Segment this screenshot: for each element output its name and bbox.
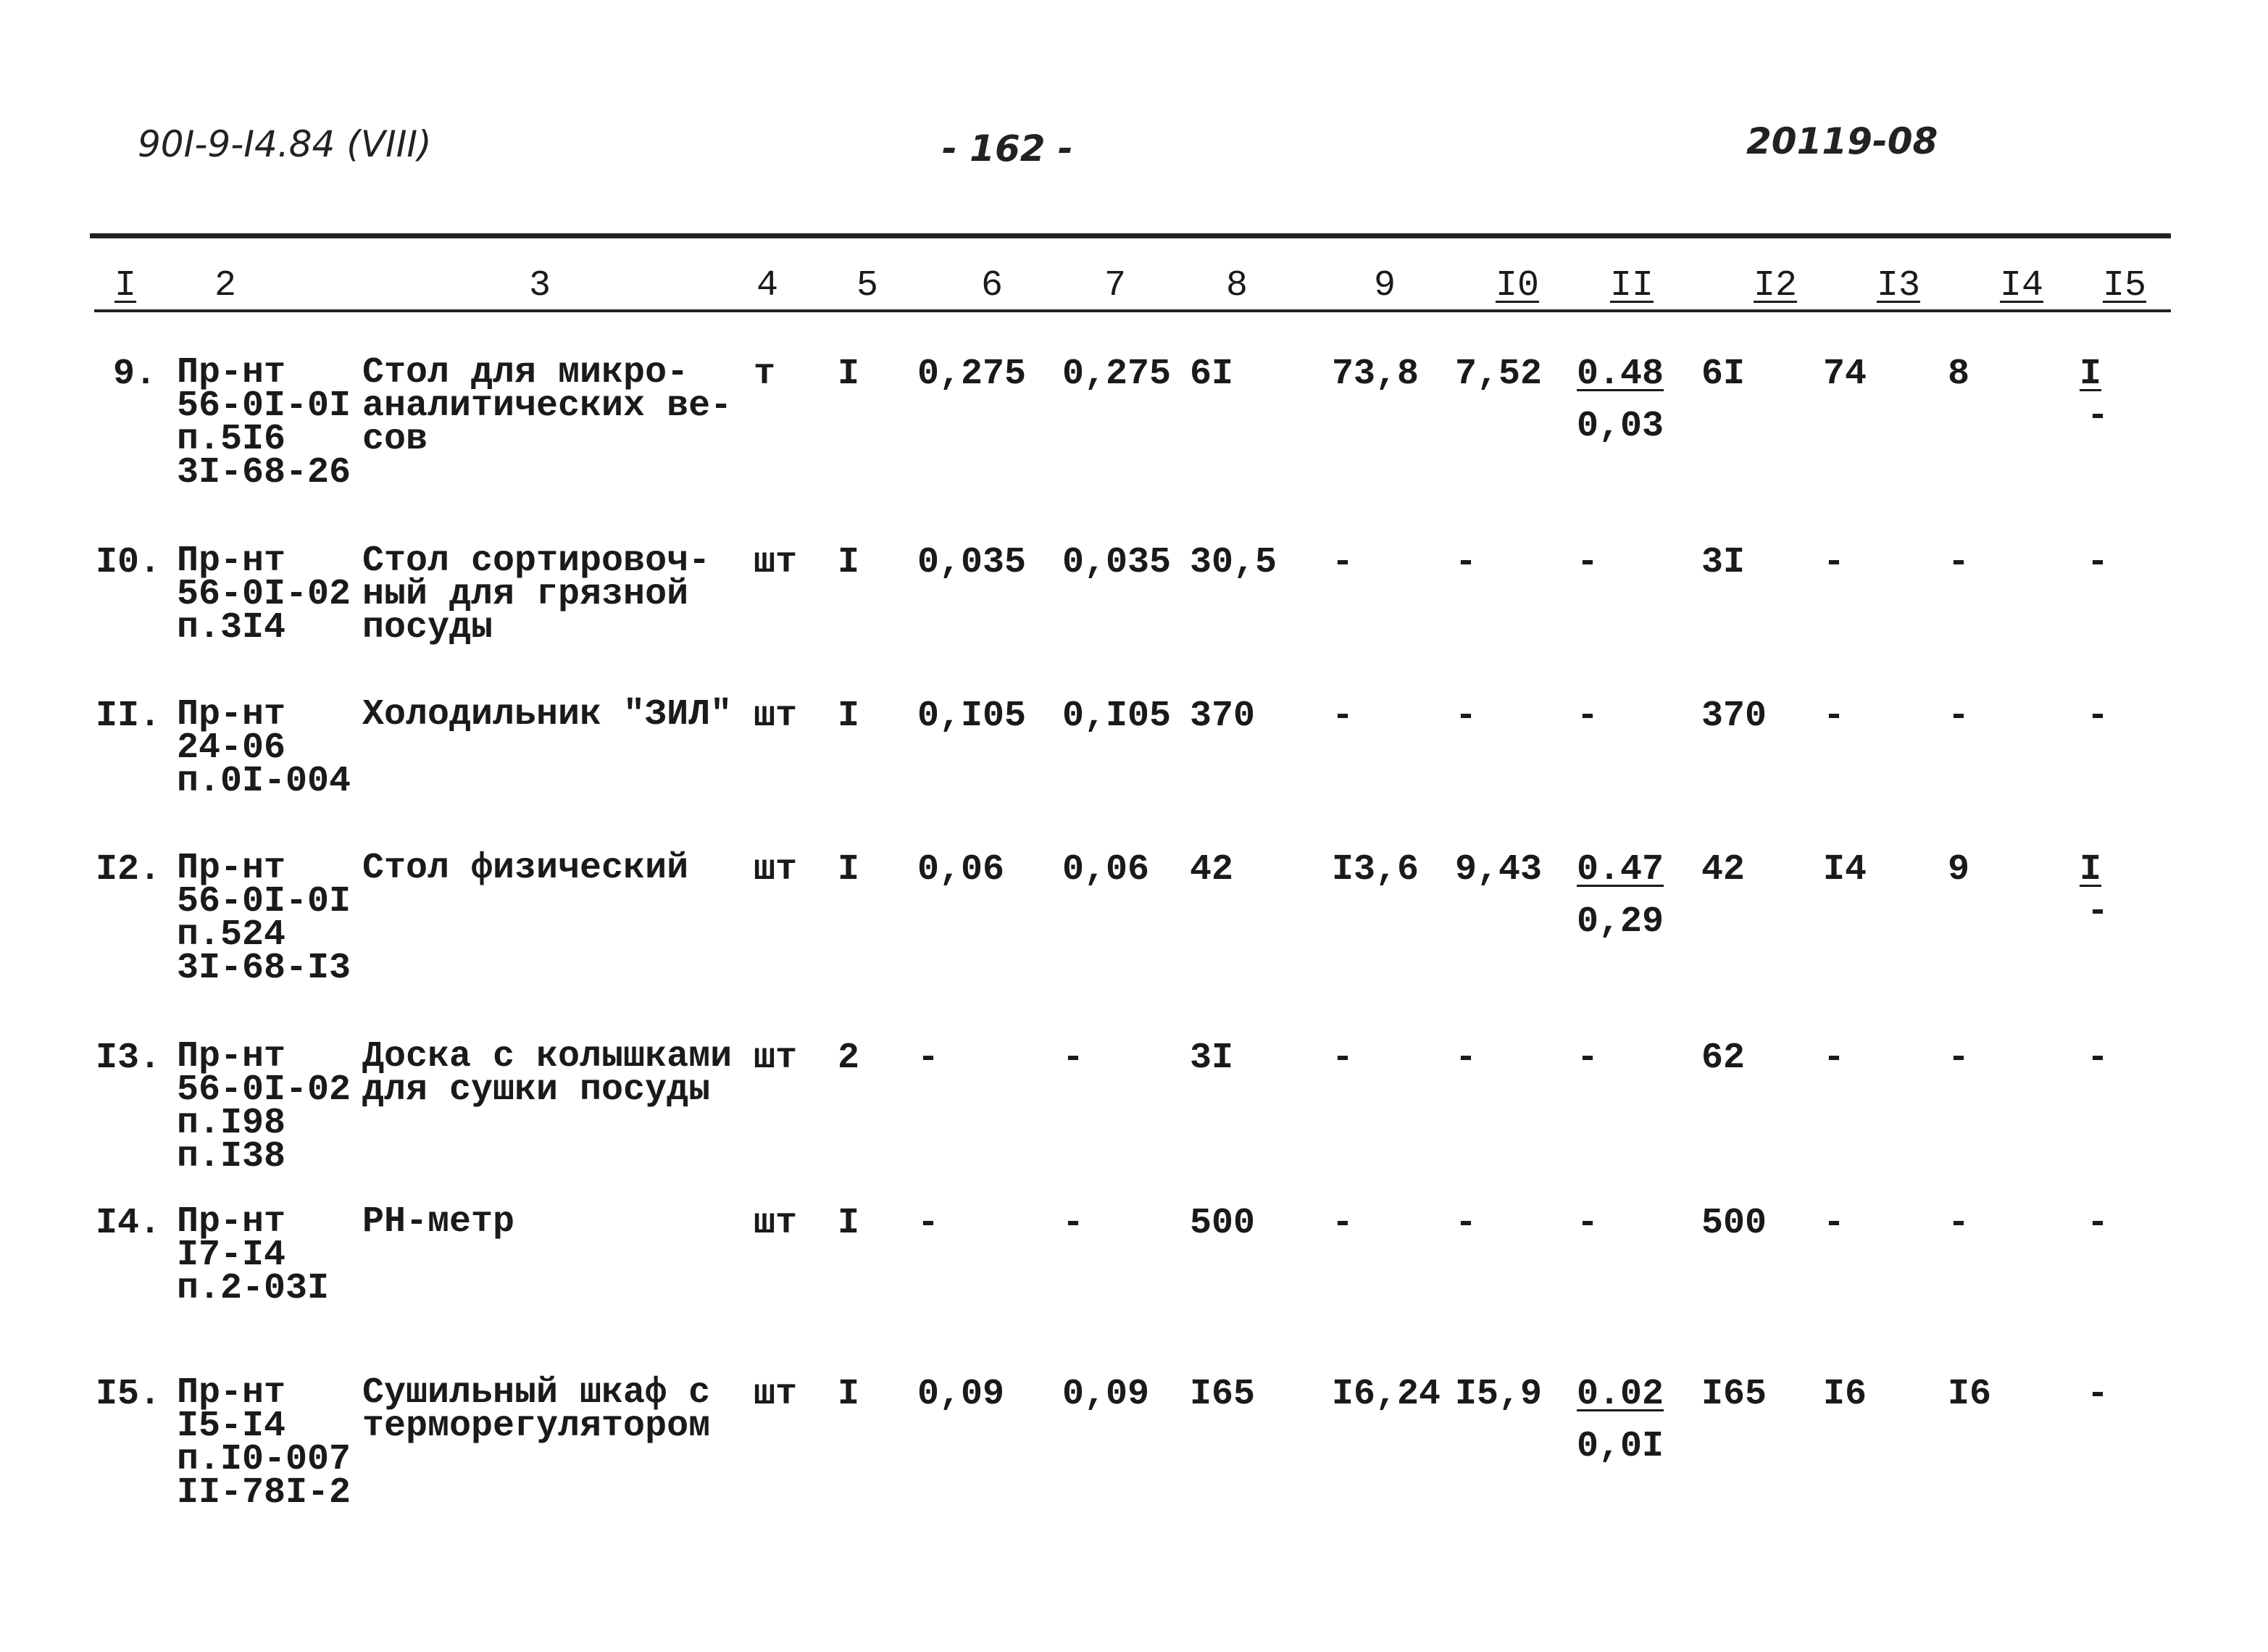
column-header-10: I0 [1496, 265, 1540, 306]
row-number: 9. [113, 354, 157, 395]
column-header-9: 9 [1374, 265, 1396, 306]
quantity-cell: I [838, 849, 860, 890]
item-name: Стол физический [362, 848, 689, 889]
col14-value: 8 [1948, 354, 1970, 395]
col8-value: 3I [1190, 1038, 1234, 1079]
col6-value: - [917, 1038, 940, 1079]
col9-value: - [1332, 1038, 1354, 1079]
item-name: Холодильник "ЗИЛ" [362, 694, 733, 735]
row-number: II. [96, 696, 162, 737]
col8-value: I65 [1190, 1374, 1256, 1415]
col7-value: 0,035 [1062, 542, 1172, 583]
col13-value: 74 [1823, 354, 1867, 395]
col15-top-value: - [2087, 1374, 2109, 1415]
row-number: I0. [96, 542, 162, 583]
col15-top-value: - [2087, 696, 2109, 737]
col9-value: - [1332, 696, 1354, 737]
col14-value: 9 [1948, 849, 1970, 890]
col14-value: - [1948, 1038, 1970, 1079]
reference-code: Пр-нт I7-I4 п.2-03I [177, 1201, 330, 1309]
unit-cell: шт [754, 542, 798, 583]
col14-value: - [1948, 542, 1970, 583]
col6-value: 0,275 [917, 354, 1027, 395]
col11-top-value: 0.02 [1577, 1374, 1664, 1415]
col14-value: - [1948, 1203, 1970, 1244]
col11-bottom-value: 0,29 [1577, 901, 1664, 943]
col8-value: 500 [1190, 1203, 1256, 1244]
column-header-3: 3 [529, 265, 551, 306]
column-header-5: 5 [856, 265, 879, 306]
col6-value: 0,I05 [917, 696, 1027, 737]
row-number: I3. [96, 1038, 162, 1079]
col11-top-value: - [1577, 1038, 1599, 1079]
reference-code: Пр-нт 56-0I-0I п.5I6 3I-68-26 [177, 352, 351, 493]
col12-value: 6I [1701, 354, 1746, 395]
col13-value: - [1823, 1203, 1846, 1244]
unit-cell: шт [754, 1374, 798, 1415]
col11-top-value: 0.47 [1577, 849, 1664, 890]
page-number: - 162 - [942, 128, 1073, 170]
col11-bottom-value: 0,03 [1577, 406, 1664, 447]
col12-value: 42 [1701, 849, 1746, 890]
col11-top-value: 0.48 [1577, 354, 1664, 395]
col11-top-value: - [1577, 696, 1599, 737]
column-header-11: II [1610, 265, 1654, 306]
col8-value: 6I [1190, 354, 1234, 395]
item-name: Стол для микро- аналитических ве- сов [362, 352, 733, 460]
col7-value: 0,09 [1062, 1374, 1150, 1415]
col6-value: 0,06 [917, 849, 1005, 890]
quantity-cell: 2 [838, 1038, 860, 1079]
col10-value: 9,43 [1455, 849, 1543, 890]
col10-value: - [1455, 1203, 1477, 1244]
quantity-cell: I [838, 1374, 860, 1415]
col6-value: - [917, 1203, 940, 1244]
col13-value: - [1823, 1038, 1846, 1079]
col15-top-value: - [2087, 1203, 2109, 1244]
col10-value: - [1455, 1038, 1477, 1079]
col7-value: 0,I05 [1062, 696, 1172, 737]
col6-value: 0,09 [917, 1374, 1005, 1415]
col15-bottom-value: - [2087, 396, 2109, 437]
quantity-cell: I [838, 1203, 860, 1244]
row-number: I4. [96, 1203, 162, 1244]
column-header-2: 2 [214, 265, 237, 306]
column-header-15: I5 [2103, 265, 2147, 306]
col15-top-value: I [2080, 354, 2102, 395]
col15-bottom-value: - [2087, 891, 2109, 933]
unit-cell: т [754, 354, 776, 395]
col8-value: 30,5 [1190, 542, 1277, 583]
col10-value: - [1455, 696, 1477, 737]
column-header-4: 4 [756, 265, 779, 306]
column-header-7: 7 [1104, 265, 1127, 306]
reference-code: Пр-нт 56-0I-02 п.I98 п.I38 [177, 1036, 351, 1177]
col12-value: 62 [1701, 1038, 1746, 1079]
col10-value: 7,52 [1455, 354, 1543, 395]
col11-top-value: - [1577, 542, 1599, 583]
quantity-cell: I [838, 542, 860, 583]
item-name: Сушильный шкаф с терморегулятором [362, 1372, 711, 1447]
unit-cell: шт [754, 849, 798, 890]
col7-value: - [1062, 1203, 1085, 1244]
column-header-6: 6 [981, 265, 1004, 306]
reference-code: Пр-нт 24-06 п.0I-004 [177, 694, 351, 802]
col13-value: I6 [1823, 1374, 1867, 1415]
quantity-cell: I [838, 696, 860, 737]
row-number: I2. [96, 849, 162, 890]
col14-value: - [1948, 696, 1970, 737]
col13-value: - [1823, 696, 1846, 737]
col14-value: I6 [1948, 1374, 1992, 1415]
col6-value: 0,035 [917, 542, 1027, 583]
reference-code: Пр-нт 56-0I-0I п.524 3I-68-I3 [177, 848, 351, 989]
sheet-code: 20119-08 [1746, 120, 1938, 162]
document-code: 90I-9-I4.84 (VIII) [138, 123, 432, 165]
col8-value: 42 [1190, 849, 1234, 890]
col10-value: I5,9 [1455, 1374, 1543, 1415]
reference-code: Пр-нт I5-I4 п.I0-007 II-78I-2 [177, 1372, 351, 1514]
col7-value: 0,275 [1062, 354, 1172, 395]
table-top-rule [90, 233, 2171, 238]
unit-cell: шт [754, 1038, 798, 1079]
col15-top-value: I [2080, 849, 2102, 890]
col9-value: I3,6 [1332, 849, 1419, 890]
col13-value: I4 [1823, 849, 1867, 890]
reference-code: Пр-нт 56-0I-02 п.3I4 [177, 541, 351, 648]
col9-value: - [1332, 542, 1354, 583]
col7-value: 0,06 [1062, 849, 1150, 890]
column-header-14: I4 [2000, 265, 2044, 306]
col15-top-value: - [2087, 1038, 2109, 1079]
col13-value: - [1823, 542, 1846, 583]
quantity-cell: I [838, 354, 860, 395]
col12-value: 370 [1701, 696, 1767, 737]
col7-value: - [1062, 1038, 1085, 1079]
col11-bottom-value: 0,0I [1577, 1426, 1664, 1467]
col12-value: 500 [1701, 1203, 1767, 1244]
col15-top-value: - [2087, 542, 2109, 583]
row-number: I5. [96, 1374, 162, 1415]
col9-value: 73,8 [1332, 354, 1419, 395]
column-header-12: I2 [1754, 265, 1798, 306]
col12-value: 3I [1701, 542, 1746, 583]
item-name: Стол сортировоч- ный для грязной посуды [362, 541, 711, 648]
col12-value: I65 [1701, 1374, 1767, 1415]
col10-value: - [1455, 542, 1477, 583]
col8-value: 370 [1190, 696, 1256, 737]
header-bottom-rule [94, 309, 2171, 312]
item-name: Доска с колышками для сушки посуды [362, 1036, 733, 1111]
unit-cell: шт [754, 1203, 798, 1244]
col9-value: - [1332, 1203, 1354, 1244]
unit-cell: шт [754, 696, 798, 737]
col11-top-value: - [1577, 1203, 1599, 1244]
col9-value: I6,24 [1332, 1374, 1441, 1415]
column-header-13: I3 [1877, 265, 1921, 306]
column-header-8: 8 [1226, 265, 1248, 306]
item-name: РН-метр [362, 1201, 515, 1243]
column-header-1: I [114, 265, 137, 306]
